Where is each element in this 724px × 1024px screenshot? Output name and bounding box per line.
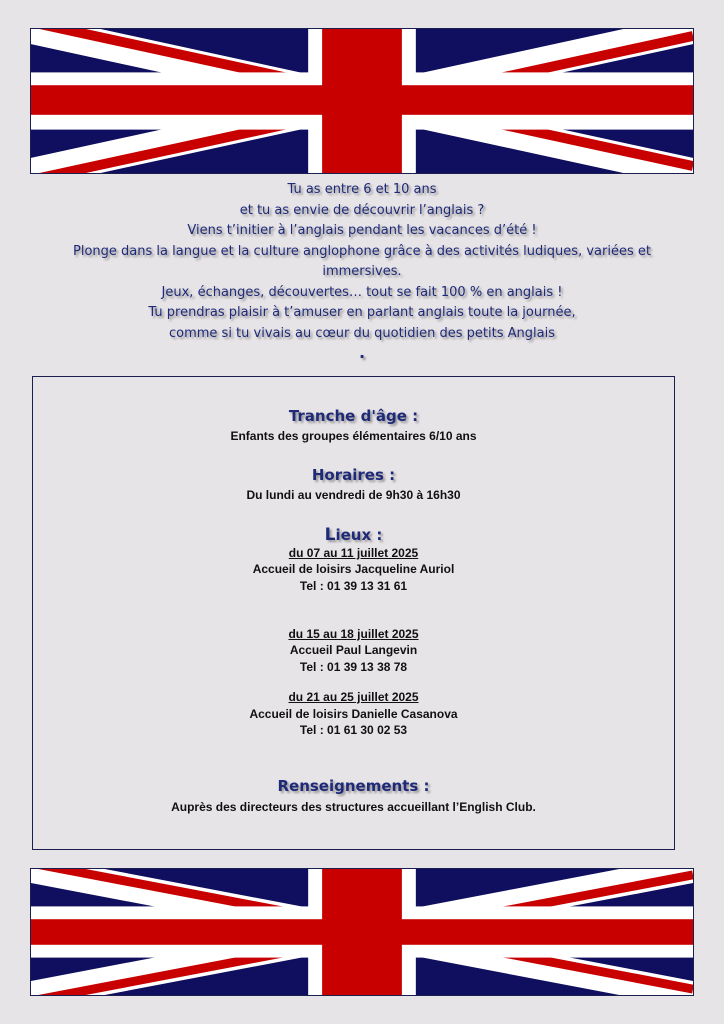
uk-flag-top [30,28,694,174]
renseignements-text: Auprès des directeurs des structures accueillant l’English Club. [171,800,536,814]
session-tel: Tel : 01 61 30 02 53 [299,723,408,737]
info-box [32,376,675,850]
intro-dot: . [358,343,366,362]
intro-line: Tu as entre 6 et 10 ans [287,182,437,197]
lieux-title-rest: ieux : [335,526,383,544]
intro-text [20,180,704,362]
horaires-title: Horaires : [311,466,396,484]
session-place: Accueil Paul Langevin [289,643,418,657]
intro-line: comme si tu vivais au cœur du quotidien des petits Anglais [168,325,555,341]
session-place: Accueil de loisirs Jacqueline Auriol [252,562,455,576]
session-dates: du 15 au 18 juillet 2025 [288,627,419,641]
horaires-text: Du lundi au vendredi de 9h30 à 16h30 [246,488,461,502]
age-text: Enfants des groupes élémentaires 6/10 ans [230,429,477,443]
lieux-initial: L [324,525,336,545]
renseignements-title: Renseignements : [277,777,430,795]
uk-flag-image [31,29,693,173]
lieux-title [33,525,674,545]
session-tel: Tel : 01 39 13 38 78 [299,660,408,674]
session-dates: du 07 au 11 juillet 2025 [288,546,419,560]
session-dates: du 21 au 25 juillet 2025 [288,690,419,704]
uk-flag-image [31,869,693,995]
session-place: Accueil de loisirs Danielle Casanova [249,707,458,721]
uk-flag-bottom [30,868,694,996]
intro-line: immersives. [322,264,402,279]
intro-line: Plonge dans la langue et la culture anglophone grâce à des activités ludiques, variées et [73,243,651,259]
session-tel: Tel : 01 39 13 31 61 [299,579,408,593]
intro-line: Jeux, échanges, découvertes… tout se fait 100 % en anglais ! [161,284,563,300]
age-title: Tranche d'âge : [288,407,419,425]
intro-line: et tu as envie de découvrir l’anglais ? [239,202,485,218]
intro-line: Tu prendras plaisir à t’amuser en parlant anglais toute la journée, [148,305,576,320]
intro-line: Viens t’initier à l’anglais pendant les vacances d’été ! [187,223,537,238]
